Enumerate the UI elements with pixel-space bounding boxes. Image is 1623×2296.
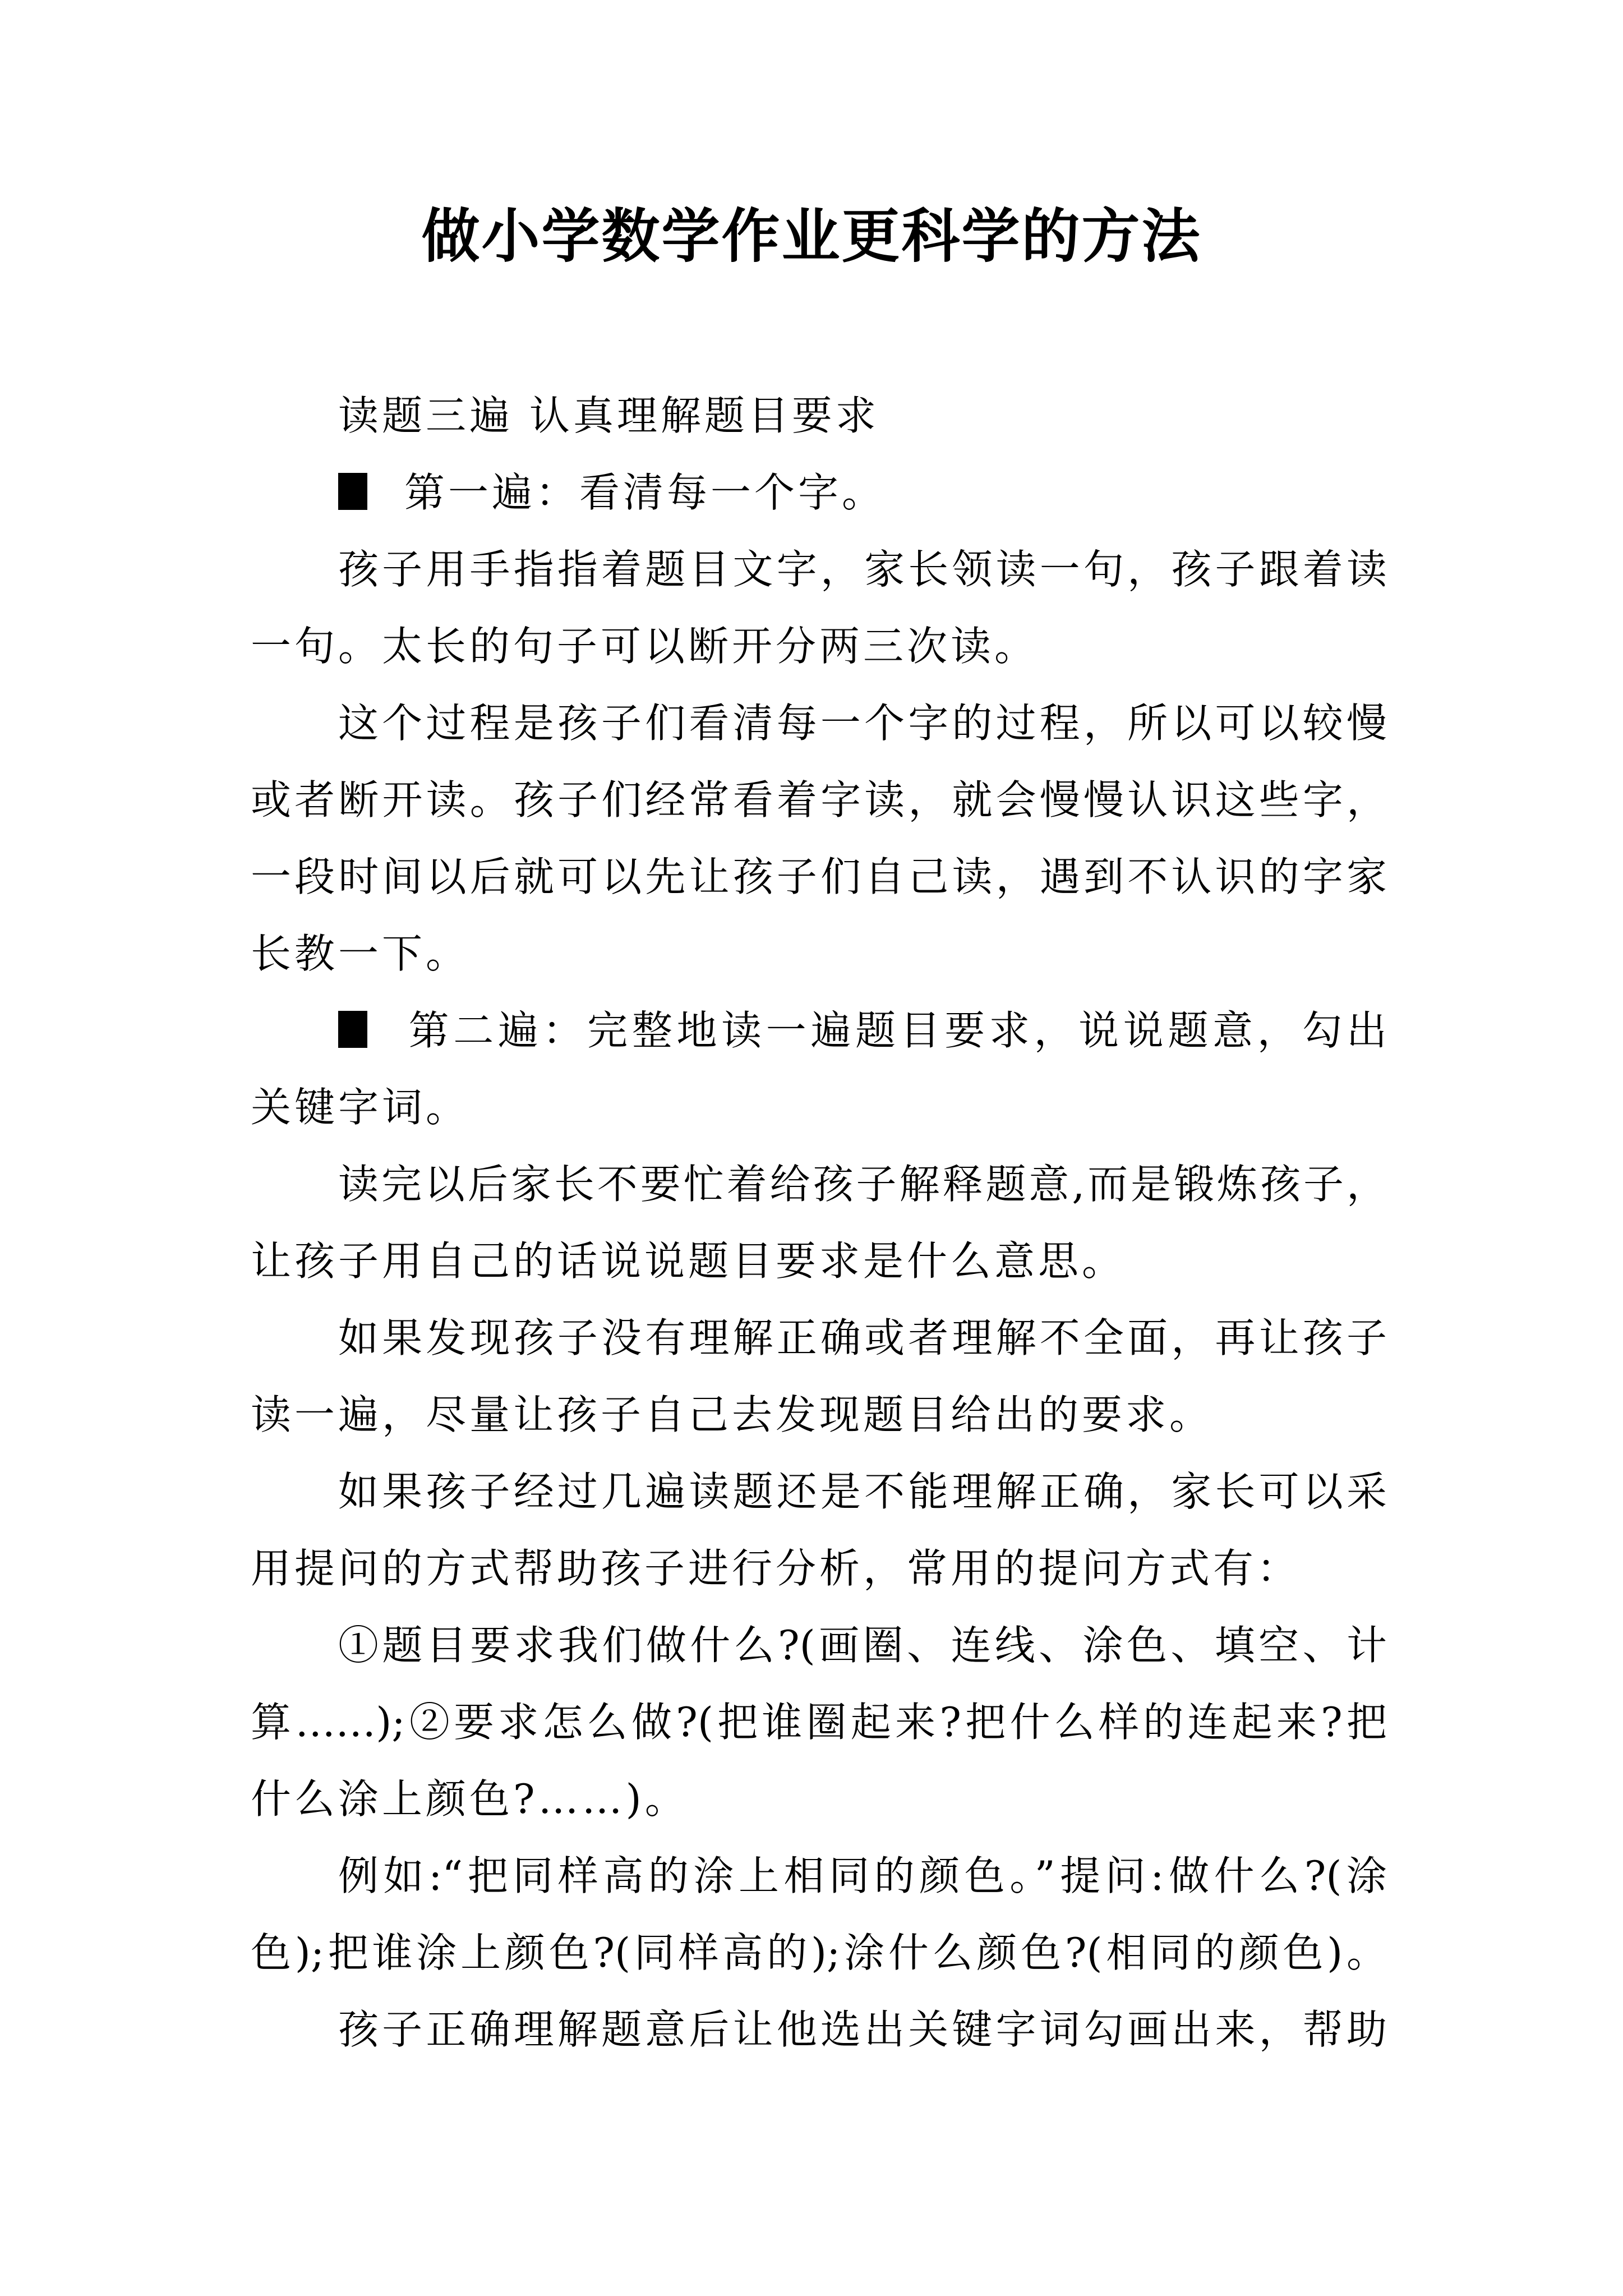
paragraph [251, 1146, 1387, 1300]
text-line: 用提问的方式帮助孩子进行分析，常用的提问方式有： [251, 1545, 1301, 1592]
paragraph [251, 685, 1387, 992]
text-line: 读一遍，尽量让孩子自己去发现题目给出的要求。 [251, 1391, 1214, 1438]
text-line: ①题目要求我们做什么?(画圈、连线、涂色、填空、计 [338, 1622, 1387, 1669]
paragraph [251, 1300, 1387, 1453]
text-line: 孩子用手指指着题目文字，家长领读一句，孩子跟着读 [338, 546, 1387, 593]
bullet-line [251, 454, 1387, 531]
text-line: 什么涂上颜色?……)。 [251, 1775, 689, 1823]
text-line: 让孩子用自己的话说说题目要求是什么意思。 [251, 1237, 1126, 1285]
text-line: 例如:“把同样高的涂上相同的颜色。”提问:做什么?(涂 [338, 1852, 1387, 1899]
text-line: 算……);②要求怎么做?(把谁圈起来?把什么样的连起来?把 [251, 1699, 1387, 1746]
square-bullet-icon [338, 1011, 367, 1048]
paragraph [251, 531, 1387, 685]
text-line: 关键字词。 [251, 1084, 470, 1131]
text-line: 一段时间以后就可以先让孩子们自己读，遇到不认识的字家 [251, 853, 1387, 900]
text-line: 如果发现孩子没有理解正确或者理解不全面，再让孩子 [338, 1314, 1387, 1361]
bullet-text: 第一遍：看清每一个字。 [404, 469, 886, 516]
bullet-text: 第二遍：完整地读一遍题目要求，说说题意，勾出 [404, 1007, 1387, 1054]
text-line: 或者断开读。孩子们经常看着字读，就会慢慢认识这些字， [251, 776, 1387, 823]
text-line: 读完以后家长不要忙着给孩子解释题意,而是锻炼孩子， [338, 1161, 1387, 1208]
paragraph-question-list [251, 1607, 1387, 1838]
paragraph [251, 1991, 1387, 2068]
square-bullet-icon [338, 473, 367, 510]
text-line: 色);把谁涂上颜色?(同样高的);涂什么颜色?(相同的颜色)。 [251, 1929, 1387, 1976]
paragraph-bullet-first-reading [251, 454, 1387, 531]
document-title: 做小学数学作业更科学的方法 [421, 201, 1202, 270]
text-line: 孩子正确理解题意后让他选出关键字词勾画出来，帮助 [338, 2006, 1387, 2053]
document-body [251, 378, 1387, 2068]
paragraph-bullet-second-reading [251, 992, 1387, 1146]
text-line: 读题三遍 认真理解题目要求 [338, 392, 879, 439]
paragraph-example [251, 1838, 1387, 1991]
text-line: 长教一下。 [251, 930, 470, 977]
text-line: 一句。太长的句子可以断开分两三次读。 [251, 623, 1039, 670]
paragraph-section-heading [251, 378, 1387, 454]
paragraph [251, 1453, 1387, 1607]
bullet-line [251, 992, 1387, 1069]
text-line: 这个过程是孩子们看清每一个字的过程，所以可以较慢 [338, 700, 1387, 747]
text-line: 如果孩子经过几遍读题还是不能理解正确，家长可以采 [338, 1468, 1387, 1515]
